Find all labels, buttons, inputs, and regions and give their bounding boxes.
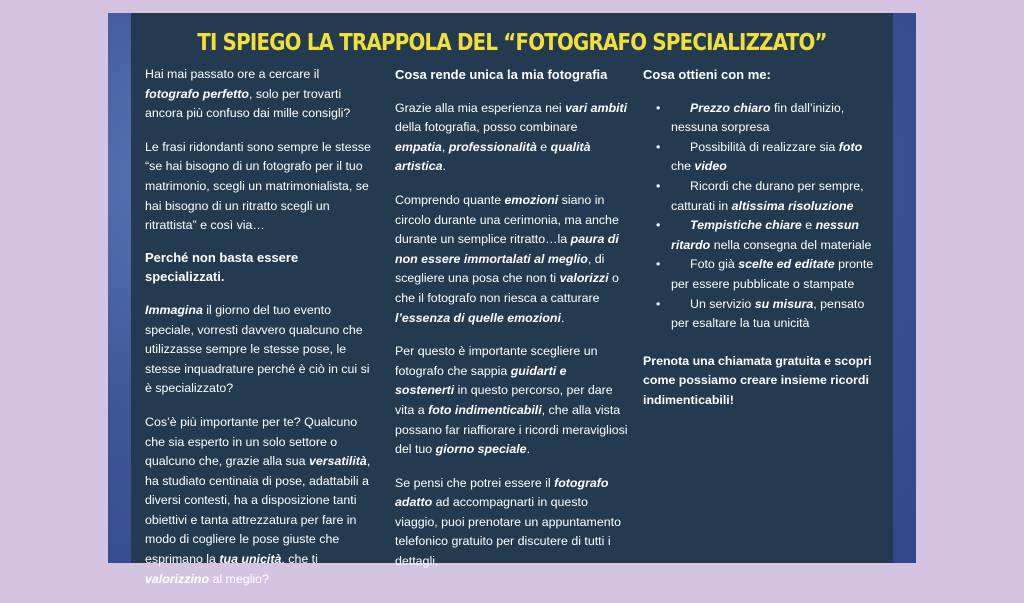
bullet-icon: • — [656, 257, 661, 272]
column-left — [145, 65, 377, 603]
bullet-icon: • — [656, 100, 661, 115]
column-middle — [395, 65, 629, 586]
list-item: • Prezzo chiaro fin dall’inizio, nessuna sorpresa — [656, 100, 845, 135]
bullet-icon: • — [656, 218, 661, 233]
section-heading-specialized: Perché non basta essere specializzati. — [145, 249, 299, 285]
list-item: • Foto già scelte ed editate pronte per essere pubblicate o stampate — [656, 257, 874, 291]
redundant-phrases-paragraph: Le frasi ridondanti sono sempre le stesse “se hai bisogno di un fotografo per il tuo matrimonio, scegli un matrimonialista, se hai bisogno di un ritratto scegli un ritrattista” e così via… — [145, 139, 371, 233]
bullet-icon: • — [656, 139, 661, 154]
imagine-paragraph: Immagina il giorno del tuo evento speciale, vorresti davvero qualcuno che utilizzasse sempre le stesse pose, le stesse inquadrature perché è ciò in cui si è specializzato? — [145, 302, 370, 396]
bullet-icon: • — [656, 296, 661, 311]
section-heading-benefits: Cosa ottieni con me: — [643, 67, 771, 82]
emotions-paragraph: Comprendo quante emozioni siano in circolo durante una cerimonia, ma anche durante un semplice ritratto…la paura di non essere immortalati al meglio, di scegliere una posa che non ti valorizzi o che il fotografo non riesca a catturare l’essenza di quelle emozioni. — [395, 192, 619, 325]
versatility-paragraph: Cos’è più importante per te? Qualcuno che sia esperto in un solo settore o qualcuno che, grazie alla sua versatilità, ha studiato centinaia di pose, adattabili a diversi contesti, ha a disposizione tanti obiettivi e tanta attrezzatura per fare in modo di cogliere le pose giuste che esprimano la tua unicità, che ti valorizzino al meglio? — [145, 414, 371, 586]
list-item: • Un servizio su misura, pensato per esaltare la tua unicità — [656, 296, 865, 331]
guide-paragraph: Per questo è importante scegliere un fotografo che sappia guidarti e sostenerti in questo percorso, per dare vita a foto indimenticabili, che alla vista possano far riaffiorare i ricordi meravigliosi del tuo giorno speciale. — [395, 344, 628, 457]
booking-paragraph: Se pensi che potrei essere il fotografo adatto ad accompagnarti in questo viaggio, puoi prenotare un appuntamento telefonico gratuito per discutere di tutti i dettagli. — [395, 475, 621, 569]
section-heading-unique: Cosa rende unica la mia fotografia — [395, 67, 608, 82]
bullet-icon: • — [656, 178, 661, 193]
benefits-list — [643, 99, 879, 334]
page-title: TI SPIEGO LA TRAPPOLA DEL “FOTOGRAFO SPECIALIZZATO” — [197, 30, 827, 56]
column-right — [643, 65, 879, 425]
list-item: • Ricordi che durano per sempre, catturati in altissima risoluzione — [656, 178, 864, 213]
content-panel — [131, 13, 893, 586]
call-to-action: Prenota una chiamata gratuita e scopri come possiamo creare insieme ricordi indimenticabili! — [643, 353, 872, 407]
list-item: • Tempistiche chiare e nessun ritardo nella consegna del materiale — [656, 218, 872, 252]
intro-paragraph: Hai mai passato ore a cercare il fotografo perfetto, solo per trovarti ancora più confuso dai mille consigli? — [145, 67, 351, 121]
experience-paragraph: Grazie alla mia esperienza nei vari ambiti della fotografia, posso combinare empatia, professionalità e qualità artistica. — [395, 100, 628, 174]
list-item: • Possibilità di realizzare sia foto che video — [656, 139, 863, 174]
